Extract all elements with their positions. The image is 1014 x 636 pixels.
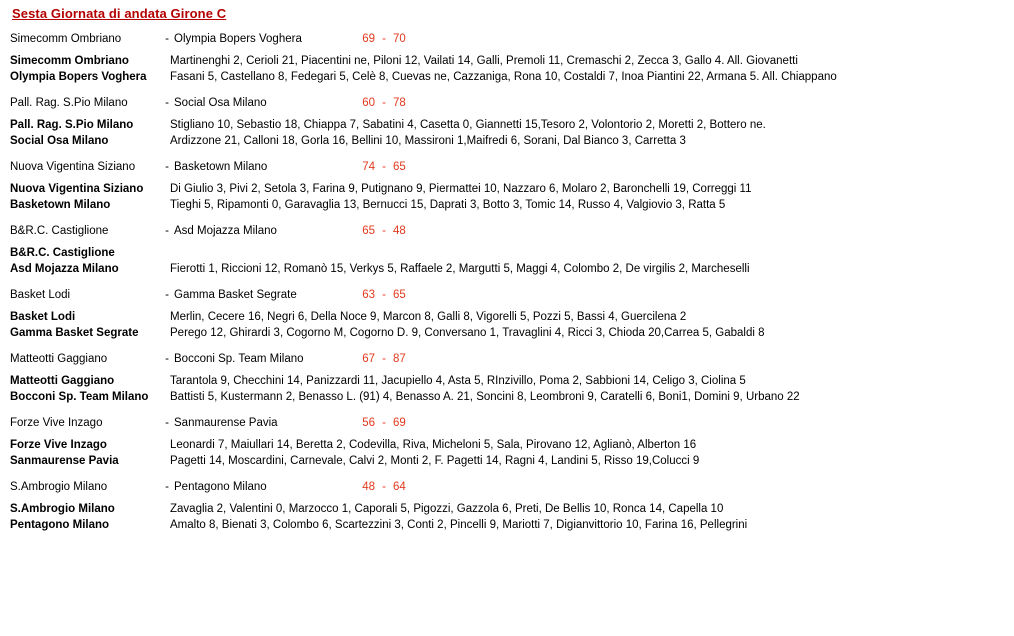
score-line xyxy=(10,411,1014,435)
roster-players: Fierotti 1, Riccioni 12, Romanò 15, Verkys 5, Raffaele 2, Margutti 5, Maggi 4, Colombo 2, De virgilis 2, Marcheselli xyxy=(170,263,750,275)
roster xyxy=(10,181,1014,213)
score-line xyxy=(10,27,1014,51)
team-separator: - xyxy=(165,161,169,173)
match-block xyxy=(10,91,1014,149)
score-line xyxy=(10,283,1014,307)
away-score: 78 xyxy=(393,97,406,109)
score-separator: - xyxy=(382,161,386,173)
match-block xyxy=(10,347,1014,405)
score-line xyxy=(10,91,1014,115)
roster-players: Perego 12, Ghirardi 3, Cogorno M, Cogorno D. 9, Conversano 1, Travaglini 4, Ricci 3, Chioda 20,Carrea 5, Gabaldi 8 xyxy=(170,327,765,339)
team-separator: - xyxy=(165,353,169,365)
roster xyxy=(10,373,1014,405)
roster-row xyxy=(10,437,1014,453)
roster-row xyxy=(10,117,1014,133)
roster xyxy=(10,53,1014,85)
roster xyxy=(10,117,1014,149)
roster-row xyxy=(10,389,1014,405)
roster-players: Leonardi 7, Maiullari 14, Beretta 2, Codevilla, Riva, Micheloni 5, Sala, Pirovano 12, Aglianò, Alberton 16 xyxy=(170,439,697,451)
roster-row xyxy=(10,53,1014,69)
home-score: 65 xyxy=(362,225,375,237)
roster-row xyxy=(10,501,1014,517)
roster-team-name: Gamma Basket Segrate xyxy=(10,327,139,339)
roster-players: Tieghi 5, Ripamonti 0, Garavaglia 13, Bernucci 15, Daprati 3, Botto 3, Tomic 14, Russo 4, Valgiovio 3, Ratta 5 xyxy=(170,199,726,211)
score-separator: - xyxy=(382,225,386,237)
roster-players: Pagetti 14, Moscardini, Carnevale, Calvi 2, Monti 2, F. Pagetti 14, Ragni 4, Landini 5, Risso 19,Colucci 9 xyxy=(170,455,700,467)
home-score: 60 xyxy=(362,97,375,109)
away-team-name: Gamma Basket Segrate xyxy=(174,289,297,301)
away-team-name: Olympia Bopers Voghera xyxy=(174,33,302,45)
roster-players: Amalto 8, Bienati 3, Colombo 6, Scartezzini 3, Conti 2, Pincelli 9, Mariotti 7, Digianvittorio 10, Farina 16, Pellegrini xyxy=(170,519,748,531)
score-separator: - xyxy=(382,481,386,493)
roster-team-name: Pall. Rag. S.Pio Milano xyxy=(10,119,134,131)
roster-players: Merlin, Cecere 16, Negri 6, Della Noce 9, Marcon 8, Galli 8, Vigorelli 5, Pozzi 5, Bassi 4, Guercilena 2 xyxy=(170,311,687,323)
roster-team-name: Social Osa Milano xyxy=(10,135,109,147)
roster-team-name: Forze Vive Inzago xyxy=(10,439,107,451)
roster-row xyxy=(10,133,1014,149)
roster-row xyxy=(10,245,1014,261)
away-score: 87 xyxy=(393,353,406,365)
team-separator: - xyxy=(165,481,169,493)
away-score: 65 xyxy=(393,289,406,301)
roster xyxy=(10,437,1014,469)
match-block xyxy=(10,411,1014,469)
roster-team-name: Basket Lodi xyxy=(10,311,76,323)
away-score: 48 xyxy=(393,225,406,237)
score-separator: - xyxy=(382,353,386,365)
roster-team-name: Olympia Bopers Voghera xyxy=(10,71,147,83)
roster-row xyxy=(10,69,1014,85)
roster-team-name: Simecomm Ombriano xyxy=(10,55,129,67)
roster-row xyxy=(10,309,1014,325)
roster-team-name: Sanmaurense Pavia xyxy=(10,455,119,467)
home-score: 48 xyxy=(362,481,375,493)
home-team-name: Simecomm Ombriano xyxy=(10,33,122,45)
roster-players: Fasani 5, Castellano 8, Fedegari 5, Celè 8, Cuevas ne, Cazzaniga, Rona 10, Costaldi 7, Inoa Piantini 22, Armana 5. All. Chiappano xyxy=(170,71,837,83)
away-score: 69 xyxy=(393,417,406,429)
away-team-name: Basketown Milano xyxy=(174,161,268,173)
away-score: 64 xyxy=(393,481,406,493)
roster-row xyxy=(10,453,1014,469)
team-separator: - xyxy=(165,97,169,109)
home-team-name: Basket Lodi xyxy=(10,289,71,301)
roster-players: Di Giulio 3, Pivi 2, Setola 3, Farina 9, Putignano 9, Piermattei 10, Nazzaro 6, Molaro 2, Baronchelli 19, Correggi 11 xyxy=(170,183,752,195)
home-score: 69 xyxy=(362,33,375,45)
home-team-name: Matteotti Gaggiano xyxy=(10,353,108,365)
roster xyxy=(10,309,1014,341)
home-score: 56 xyxy=(362,417,375,429)
home-team-name: S.Ambrogio Milano xyxy=(10,481,108,493)
roster-players: Stigliano 10, Sebastio 18, Chiappa 7, Sabatini 4, Casetta 0, Giannetti 15,Tesoro 2, Volontorio 2, Moretti 2, Bottero ne. xyxy=(170,119,766,131)
team-separator: - xyxy=(165,417,169,429)
away-team-name: Pentagono Milano xyxy=(174,481,267,493)
away-score: 65 xyxy=(393,161,406,173)
away-team-name: Social Osa Milano xyxy=(174,97,267,109)
match-block xyxy=(10,155,1014,213)
home-score: 63 xyxy=(362,289,375,301)
score-separator: - xyxy=(382,289,386,301)
home-team-name: Nuova Vigentina Siziano xyxy=(10,161,136,173)
roster-row xyxy=(10,325,1014,341)
roster-team-name: Asd Mojazza Milano xyxy=(10,263,119,275)
match-block xyxy=(10,219,1014,277)
match-block xyxy=(10,475,1014,533)
score-line xyxy=(10,475,1014,499)
score-separator: - xyxy=(382,417,386,429)
home-team-name: Forze Vive Inzago xyxy=(10,417,103,429)
roster-team-name: Bocconi Sp. Team Milano xyxy=(10,391,149,403)
score-separator: - xyxy=(382,97,386,109)
roster-team-name: Matteotti Gaggiano xyxy=(10,375,115,387)
roster-row xyxy=(10,373,1014,389)
roster-team-name: Pentagono Milano xyxy=(10,519,110,531)
score-separator: - xyxy=(382,33,386,45)
match-block xyxy=(10,27,1014,85)
roster xyxy=(10,501,1014,533)
away-team-name: Asd Mojazza Milano xyxy=(174,225,277,237)
roster-team-name: Nuova Vigentina Siziano xyxy=(10,183,144,195)
roster-players: Martinenghi 2, Cerioli 21, Piacentini ne, Piloni 12, Vailati 14, Galli, Premoli 11, Cremaschi 2, Zecca 3, Gallo 4. All. Giovanetti xyxy=(170,55,798,67)
roster-players: Zavaglia 2, Valentini 0, Marzocco 1, Caporali 5, Pigozzi, Gazzola 6, Preti, De Bellis 10, Ronca 14, Capella 10 xyxy=(170,503,724,515)
team-separator: - xyxy=(165,33,169,45)
roster xyxy=(10,245,1014,277)
score-line xyxy=(10,219,1014,243)
roster-players: Battisti 5, Kustermann 2, Benasso L. (91) 4, Benasso A. 21, Soncini 8, Leombroni 9, Caratelli 6, Boni1, Domini 9, Urbano 22 xyxy=(170,391,800,403)
roster-row xyxy=(10,197,1014,213)
away-team-name: Sanmaurense Pavia xyxy=(174,417,278,429)
roster-team-name: B&R.C. Castiglione xyxy=(10,247,115,259)
home-team-name: Pall. Rag. S.Pio Milano xyxy=(10,97,128,109)
page-title: Sesta Giornata di andata Girone C xyxy=(12,6,227,21)
roster-team-name: S.Ambrogio Milano xyxy=(10,503,115,515)
home-score: 74 xyxy=(362,161,375,173)
match-block xyxy=(10,283,1014,341)
home-score: 67 xyxy=(362,353,375,365)
team-separator: - xyxy=(165,289,169,301)
roster-row xyxy=(10,181,1014,197)
roster-players: Ardizzone 21, Calloni 18, Gorla 16, Bellini 10, Massironi 1,Maifredi 6, Sorani, Dal Bianco 3, Carretta 3 xyxy=(170,135,686,147)
score-line xyxy=(10,347,1014,371)
roster-row xyxy=(10,261,1014,277)
roster-row xyxy=(10,517,1014,533)
away-team-name: Bocconi Sp. Team Milano xyxy=(174,353,304,365)
home-team-name: B&R.C. Castiglione xyxy=(10,225,109,237)
away-score: 70 xyxy=(393,33,406,45)
team-separator: - xyxy=(165,225,169,237)
roster-team-name: Basketown Milano xyxy=(10,199,111,211)
score-line xyxy=(10,155,1014,179)
roster-players: Tarantola 9, Checchini 14, Panizzardi 11, Jacupiello 4, Asta 5, RInzivillo, Poma 2, Sabbioni 14, Celigo 3, Ciolina 5 xyxy=(170,375,746,387)
